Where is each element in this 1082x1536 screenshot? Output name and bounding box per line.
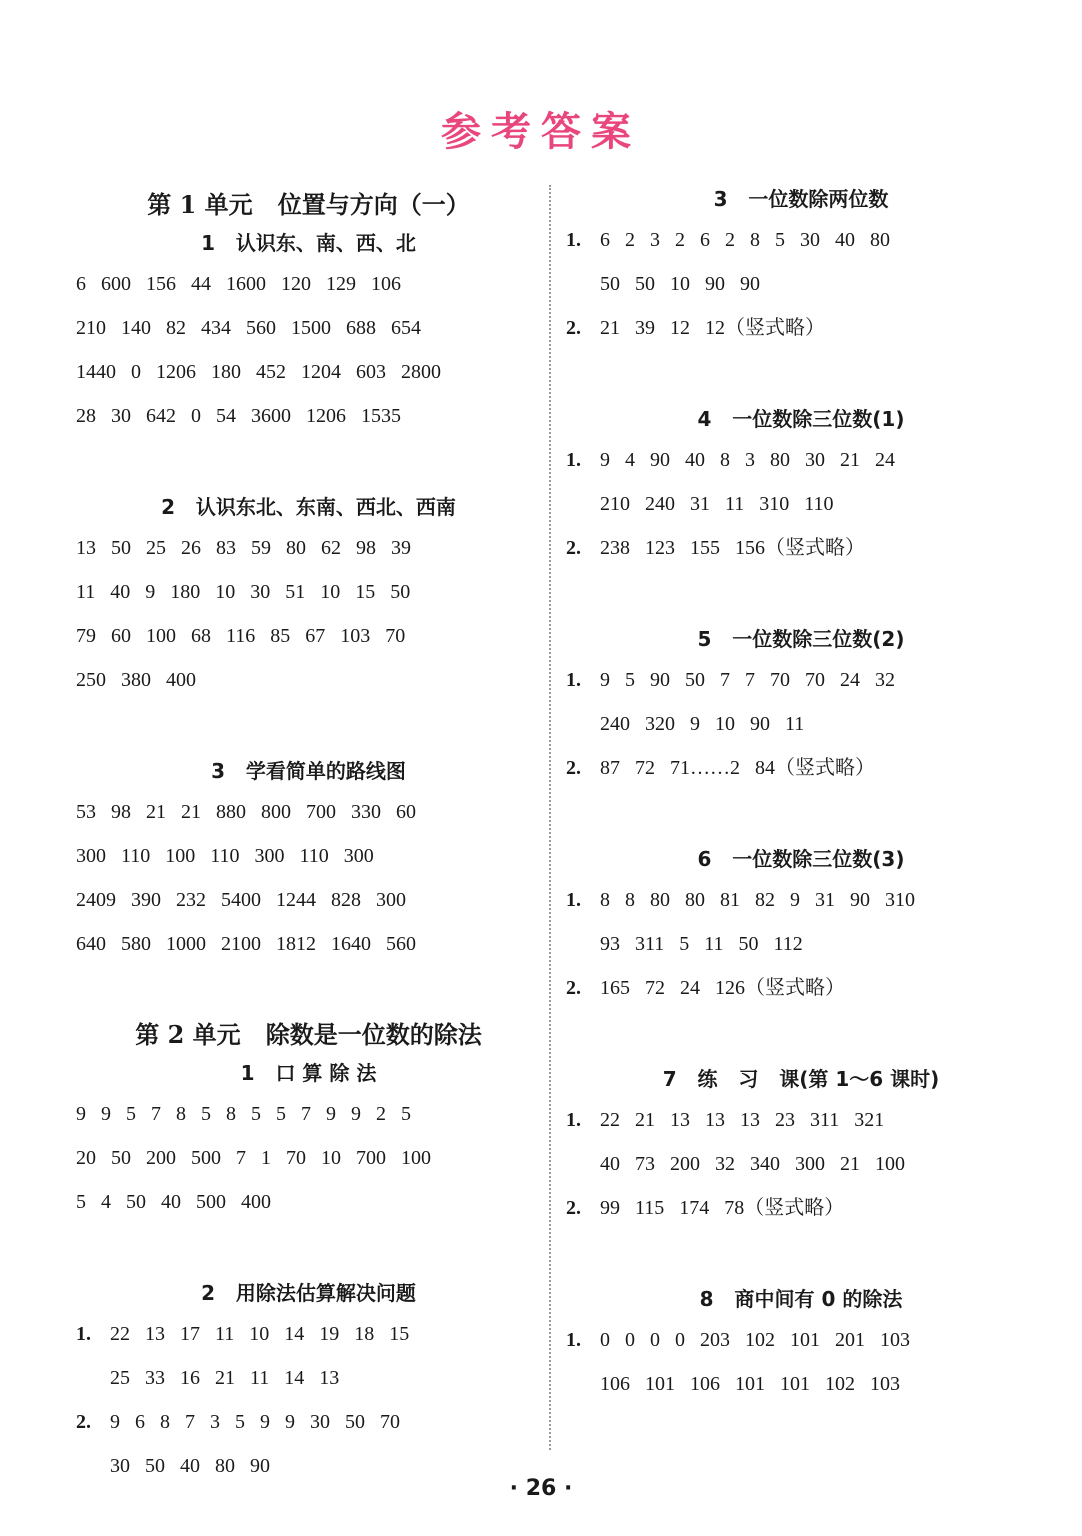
answer-line: 50 50 10 90 90 [600,273,760,295]
question-number: 2. [566,977,581,999]
unit-1-heading: 第 1 单元 位置与方向（一） [147,190,470,219]
answer-values: 9 4 90 40 8 3 80 30 21 24 [600,449,895,471]
answer-values: 8 8 80 80 81 82 9 31 90 310 [600,889,915,911]
answer-values: 21 39 12 12（竖式略） [600,317,825,339]
question-number: 1. [566,449,581,471]
answer-line: 106 101 106 101 101 102 103 [600,1373,900,1395]
answer-values: 0 0 0 0 203 102 101 201 103 [600,1329,910,1351]
unit-2-heading: 第 2 单元 除数是一位数的除法 [135,1020,482,1049]
answer-line [76,1400,541,1444]
answer-line [566,1318,1036,1362]
answer-line: 300 110 100 110 300 110 300 [76,845,374,867]
answer-line: 11 40 9 180 10 30 51 10 15 50 [76,581,411,603]
answer-line [566,218,1036,262]
answer-line: 2409 390 232 5400 1244 828 300 [76,889,406,911]
lesson-heading: 3 学看简单的路线图 [211,759,406,783]
answer-line [76,1312,541,1356]
left-column [76,186,541,1488]
answer-values: 99 115 174 78（竖式略） [600,1197,845,1219]
answer-line: 40 73 200 32 340 300 21 100 [600,1153,905,1175]
question-number: 1. [76,1323,91,1345]
answer-line [566,658,1036,702]
answer-line: 79 60 100 68 116 85 67 103 70 [76,625,406,647]
answer-values: 9 6 8 7 3 5 9 9 30 50 70 [110,1411,400,1433]
lesson-heading: 1 口 算 除 法 [240,1061,377,1085]
lesson-heading: 2 用除法估算解决问题 [201,1281,416,1305]
page-title: 参考答案 [441,109,641,155]
question-number: 1. [566,229,581,251]
answer-line: 53 98 21 21 880 800 700 330 60 [76,801,416,823]
answer-line: 28 30 642 0 54 3600 1206 1535 [76,405,401,427]
answer-line: 210 140 82 434 560 1500 688 654 [76,317,421,339]
lesson-heading: 8 商中间有 0 的除法 [699,1287,903,1311]
lesson-heading: 6 一位数除三位数(3) [697,847,905,871]
right-column [566,180,1036,1406]
answer-line [566,966,1036,1010]
question-number: 2. [566,1197,581,1219]
question-number: 1. [566,889,581,911]
lesson-heading: 1 认识东、南、西、北 [201,231,416,255]
answer-line: 9 9 5 7 8 5 8 5 5 7 9 9 2 5 [76,1103,411,1125]
answer-line [566,306,1036,350]
answer-values: 87 72 71……2 84（竖式略） [600,757,875,779]
answer-line [566,1186,1036,1230]
question-number: 2. [566,317,581,339]
answer-values: 6 2 3 2 6 2 8 5 30 40 80 [600,229,890,251]
question-number: 1. [566,669,581,691]
lesson-heading: 3 一位数除两位数 [713,187,889,211]
answer-line: 250 380 400 [76,669,196,691]
answer-line: 6 600 156 44 1600 120 129 106 [76,273,401,295]
answer-values: 22 13 17 11 10 14 19 18 15 [110,1323,410,1345]
question-number: 2. [566,757,581,779]
column-divider [549,185,551,1450]
lesson-heading: 2 认识东北、东南、西北、西南 [161,495,456,519]
answer-line: 13 50 25 26 83 59 80 62 98 39 [76,537,411,559]
page-number: · 26 · [509,1476,573,1501]
answer-line [566,746,1036,790]
answer-line: 240 320 9 10 90 11 [600,713,805,735]
answer-values: 165 72 24 126（竖式略） [600,977,845,999]
question-number: 2. [76,1411,91,1433]
answer-line [566,878,1036,922]
lesson-heading: 4 一位数除三位数(1) [697,407,905,431]
answer-line: 20 50 200 500 7 1 70 10 700 100 [76,1147,431,1169]
answer-line: 210 240 31 11 310 110 [600,493,834,515]
answer-line: 25 33 16 21 11 14 13 [110,1367,340,1389]
question-number: 1. [566,1109,581,1131]
lesson-heading: 5 一位数除三位数(2) [697,627,905,651]
answer-line [566,1098,1036,1142]
answer-line [566,526,1036,570]
lesson-heading: 7 练 习 课(第 1～6 课时) [662,1067,940,1091]
answer-line: 30 50 40 80 90 [110,1455,270,1477]
answer-values: 22 21 13 13 13 23 311 321 [600,1109,885,1131]
answer-line: 93 311 5 11 50 112 [600,933,803,955]
question-number: 2. [566,537,581,559]
answer-line: 1440 0 1206 180 452 1204 603 2800 [76,361,441,383]
answer-line: 5 4 50 40 500 400 [76,1191,271,1213]
answer-line: 640 580 1000 2100 1812 1640 560 [76,933,416,955]
answer-values: 238 123 155 156（竖式略） [600,537,865,559]
answer-line [566,438,1036,482]
question-number: 1. [566,1329,581,1351]
answer-values: 9 5 90 50 7 7 70 70 24 32 [600,669,895,691]
